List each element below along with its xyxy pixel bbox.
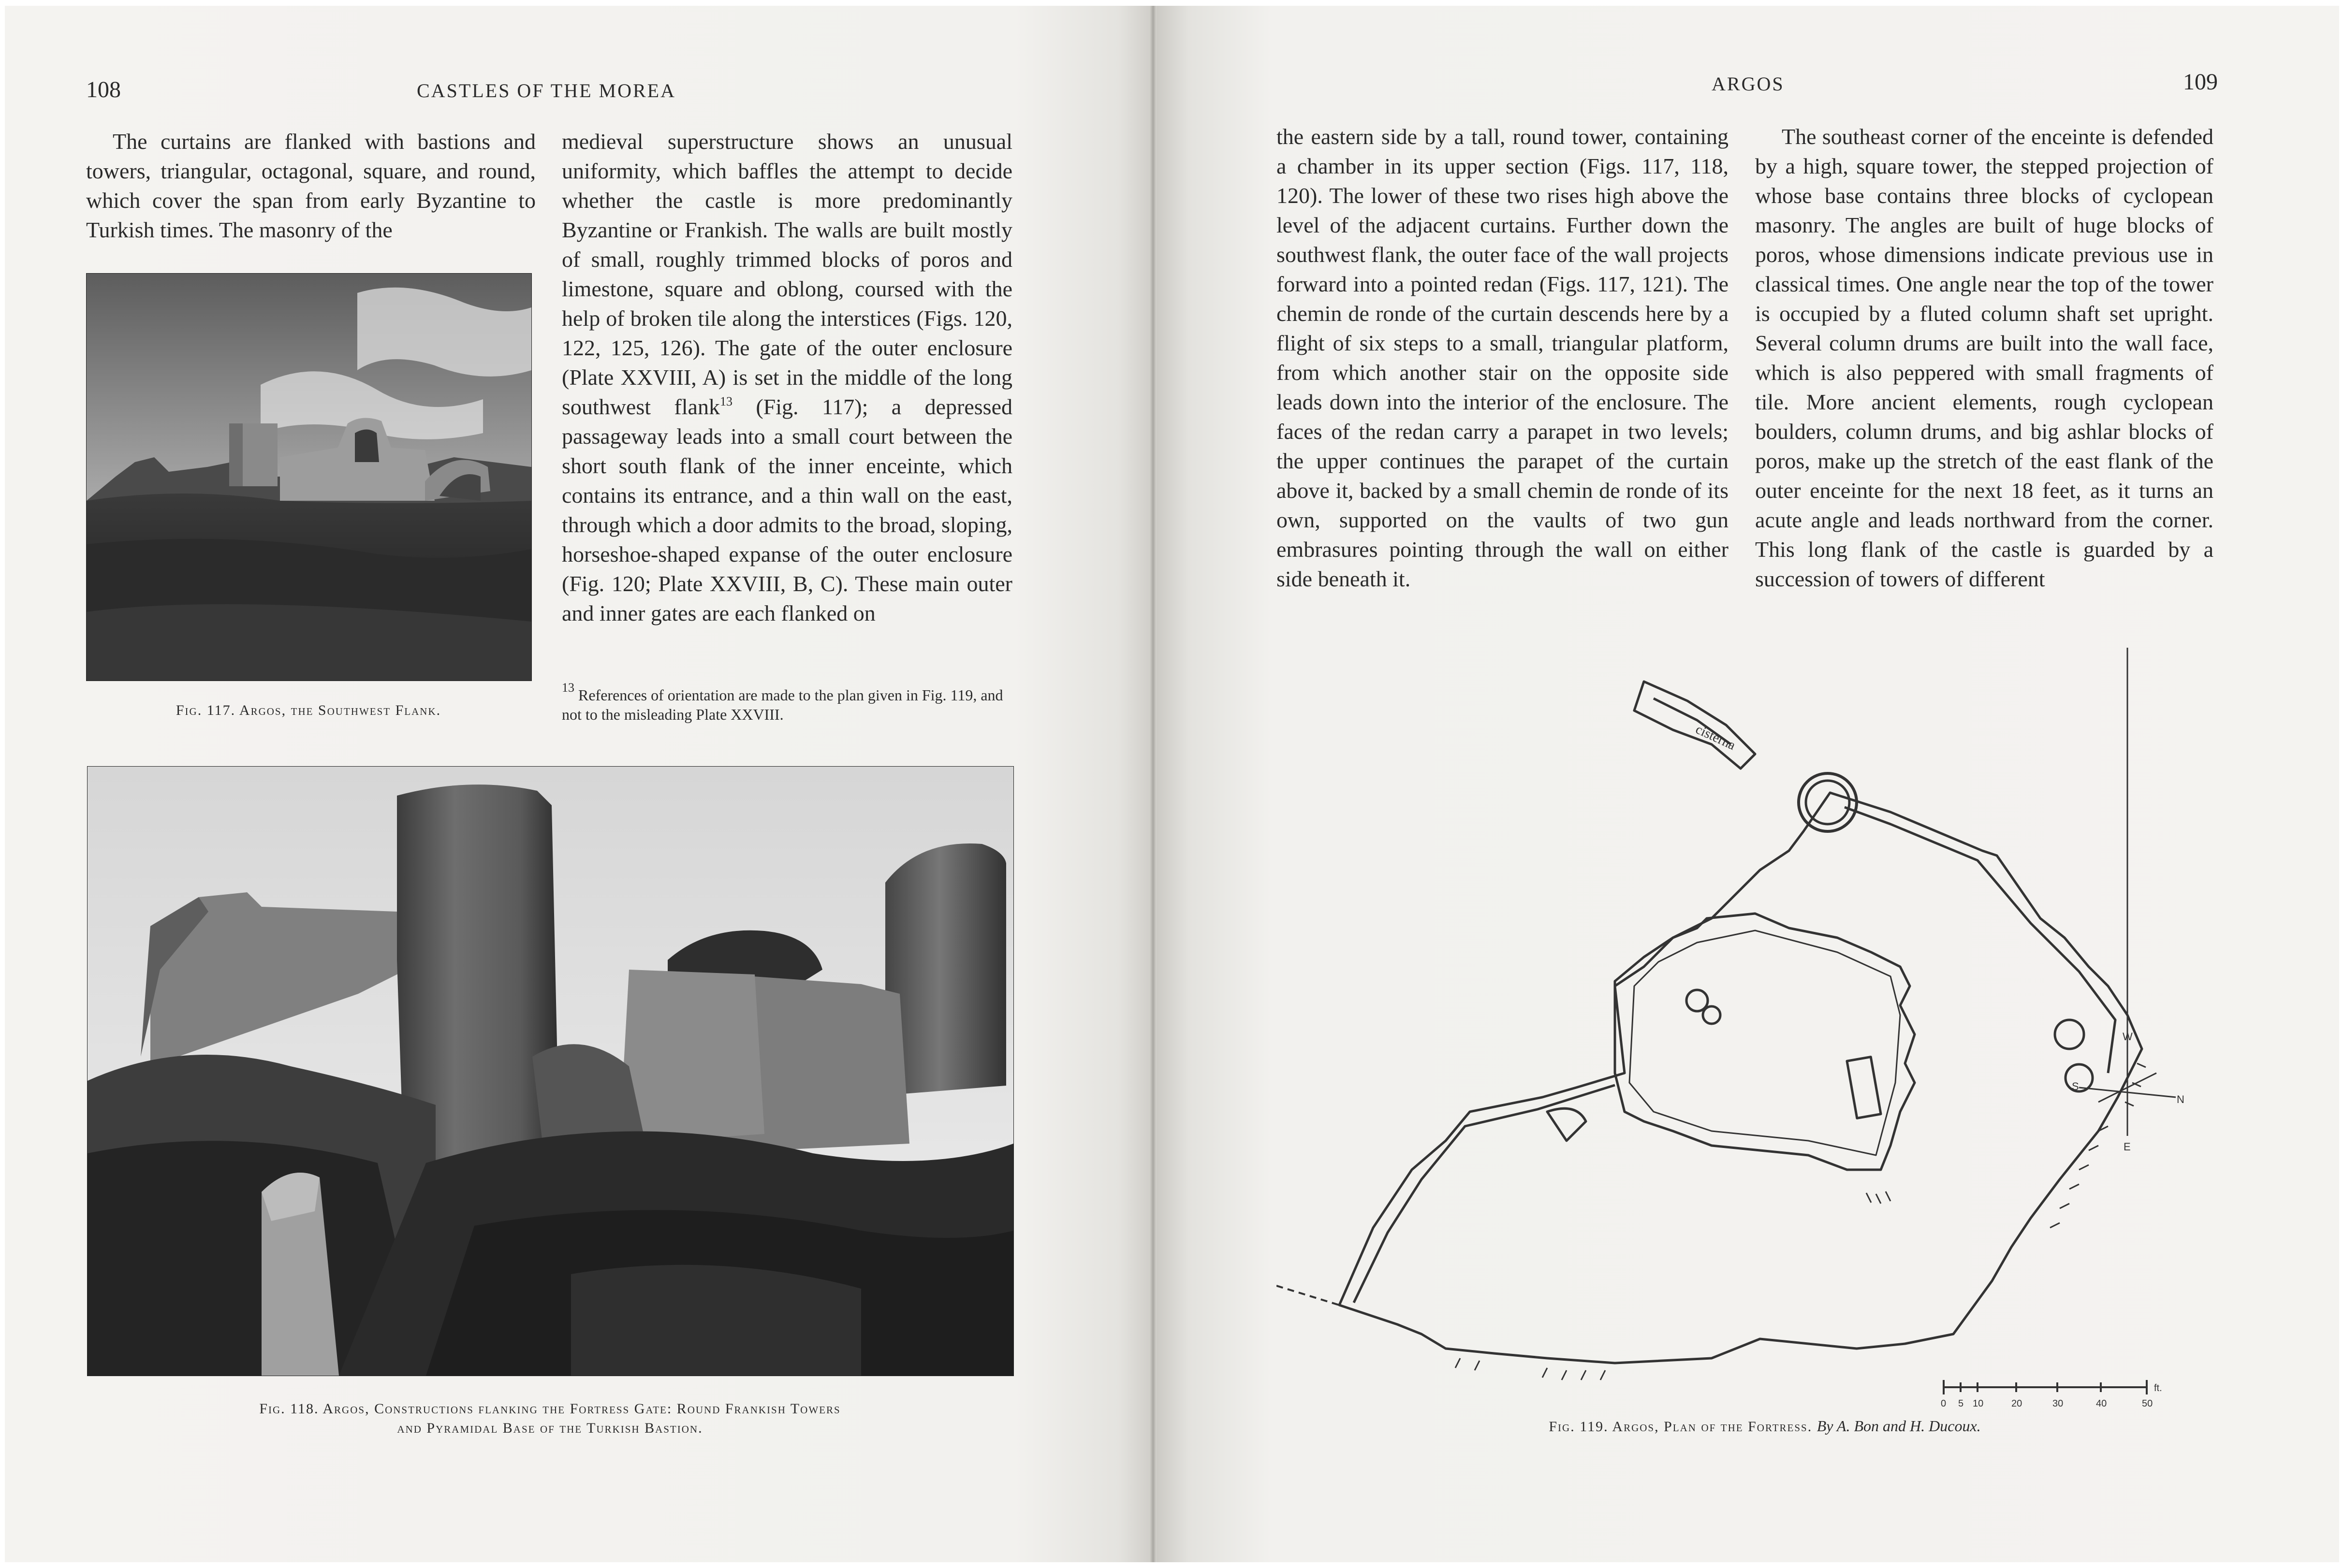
cisterna-structure (1634, 682, 1755, 769)
rubble-hatching (1455, 1063, 2146, 1380)
cisterna-label: cisterna (1693, 722, 1738, 754)
compass (2072, 648, 2184, 1153)
left-column-1 (86, 127, 536, 245)
running-head-left: CASTLES OF THE MOREA (417, 80, 676, 102)
fig118-caption-line2: and Pyramidal Base of the Turkish Bastion. (397, 1420, 703, 1436)
fig119-caption-text: Fig. 119. Argos, Plan of the Fortress. (1549, 1419, 1813, 1435)
compass-s: S (2072, 1080, 2079, 1092)
footnote-ref: 13 (719, 394, 732, 408)
footnote-text: References of orientation are made to the plan given in Fig. 119, and not to the misleading Plate XXVIII. (562, 686, 1003, 723)
scale-tick-label: 20 (2011, 1398, 2022, 1409)
paragraph (562, 127, 1012, 628)
compass-w: W (2123, 1031, 2133, 1043)
paragraph: the eastern side by a tall, round tower, containing a chamber in its upper section (Figs. 117, 118, 120). The lower of these two rises high above the level of the adjacent curtains. Further down the southwest flank, the outer face of the wall projects forward into a pointed redan (Figs. 117, 121). The chemin de ronde of the curtain descends here by a flight of six steps to a small, triangular platform, from which another stair on the opposite side leads down into the interior of the enclosure. The faces of the redan carry a parapet in two levels; the upper continues the parapet of the curtain above it, backed by a small chemin de ronde of its own, supported on the vaults of two gun embrasures pointing through the wall on either side beneath it. (1276, 124, 1729, 591)
scale-tick-label: 50 (2142, 1398, 2153, 1409)
scale-unit: ft. (2154, 1383, 2162, 1394)
left-column-2 (562, 127, 1012, 628)
book-gutter (1150, 6, 1157, 1562)
fig119-plan (1276, 648, 2200, 1431)
fig117-caption: Fig. 117. Argos, the Southwest Flank. (176, 702, 441, 718)
compass-e: E (2124, 1141, 2131, 1153)
compass-n: N (2177, 1093, 2184, 1105)
footnote (562, 681, 1012, 724)
scale-tick-label: 5 (1958, 1398, 1964, 1409)
paragraph-text: medieval superstructure shows an unusual uniformity, which baffles the attempt to decide whether the castle is more predominantly Byzantine or Frankish. The walls are built mostly of small, roughly trimmed blocks of poros and limestone, square and oblong, coursed with the help of broken tile along the interstices (Figs. 120, 122, 125, 126). The gate of the outer enclosure (Plate XXVIII, A) is set in the middle of the long southwest flank (562, 129, 1012, 419)
scale-tick-label: 10 (1973, 1398, 1984, 1409)
fig119-credit: By A. Bon and H. Ducoux. (1817, 1417, 1981, 1435)
scale-tick-label: 30 (2052, 1398, 2064, 1409)
running-head-right: ARGOS (1712, 73, 1785, 95)
footnote-mark: 13 (562, 681, 574, 695)
scale-tick-label: 0 (1941, 1398, 1947, 1409)
fig118-caption-line1: Fig. 118. Argos, Constructions flanking the Fortress Gate: Round Frankish Towers (259, 1401, 841, 1417)
page-number-left: 108 (86, 77, 121, 102)
fig117-photo (86, 273, 532, 681)
fig119-caption (1402, 1416, 2127, 1437)
fig118-photo (87, 766, 1014, 1376)
right-column-1 (1276, 122, 1729, 594)
paragraph: The southeast corner of the enceinte is defended by a high, square tower, the stepped projection of whose base contains three blocks of cyclopean masonry. The angles are built of huge blocks of poros, whose dimensions indicate previous use in classical times. One angle near the top of the tower is occupied by a fluted column shaft set upright. Several column drums are built into the wall face, which is also peppered with small fragments of tile. More ancient elements, rough cyclopean boulders, column drums, and big ashlar blocks of poros, make up the stretch of the east flank of the outer enceinte for the next 18 feet, as it turns an acute angle and leads northward from the corner. This long flank of the castle is guarded by a succession of towers of different (1755, 124, 2213, 591)
paragraph: The curtains are flanked with bastions and towers, triangular, octagonal, square, and round, which cover the span from early Byzantine to Turkish times. The masonry of the (86, 129, 536, 242)
scale-tick-label: 40 (2096, 1398, 2107, 1409)
paragraph-text-rest: (Fig. 117); a depressed passageway leads into a small court between the short south flank of the inner enceinte, which contains its entrance, and a thin wall on the east, through which a door admits to the broad, sloping, horseshoe-shaped expanse of the outer enclosure (Fig. 120; Plate XXVIII, B, C). These main outer and inner gates are each flanked on (562, 394, 1012, 625)
fig118-caption (87, 1399, 1013, 1438)
scale-bar (1944, 1380, 2147, 1394)
right-column-2 (1755, 122, 2213, 594)
page-number-right: 109 (2183, 69, 2218, 95)
